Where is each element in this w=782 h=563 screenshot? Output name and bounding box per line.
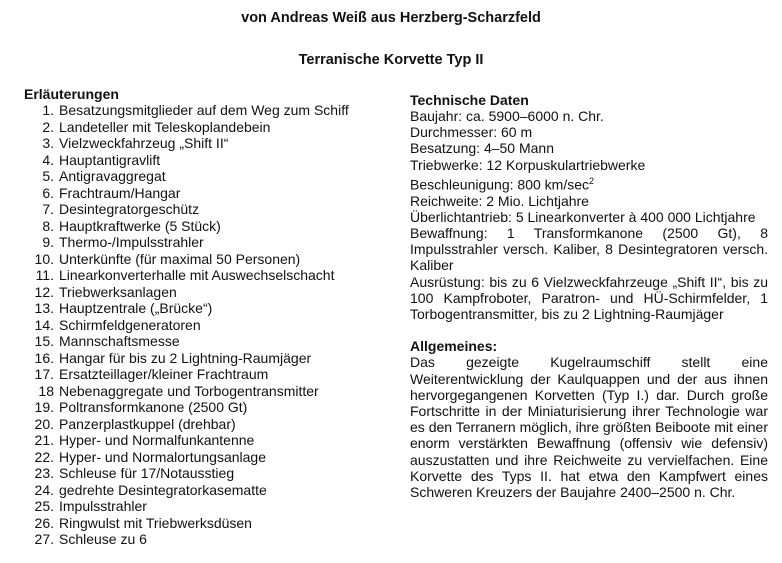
legend-item-number: 19. [34,399,54,415]
legend-item-text: Linearkonverterhalle mit Auswechselschacht [59,267,335,283]
legend-item-text: Impulsstrahler [59,498,147,514]
legend-item-number: 9. [42,234,54,250]
legend-item-text: gedrehte Desintegratorkasematte [59,481,267,498]
legend-item-text: Hangar für bis zu 2 Lightning-Raumjäger [59,349,312,366]
legend-item-number: 15. [34,333,54,349]
legend-item-number: 24. [34,481,54,498]
author-line: von Andreas Weiß aus Herzberg-Scharzfeld [241,10,541,26]
legend-item-number: 20. [34,415,54,432]
legend-item [24,366,394,383]
legend-item [24,152,394,169]
legend-item [24,531,394,548]
legend-item [24,218,394,235]
general-section [410,338,768,500]
tech-ausruestung: Ausrüstung: bis zu 6 Vielzweckfahrzeuge „Shift II“, bis zu 100 Kampfroboter, Paratron- und HÜ-Schirmfelder, 1 Torbogentransmitter, bis zu 2 Lightning-Raumjäger [410,273,768,323]
legend-item [24,465,394,482]
legend-item-number: 7. [42,201,54,217]
legend-item-number: 16. [34,349,54,366]
legend-item [24,135,394,152]
legend-item [24,201,394,218]
tech-bewaffnung: Bewaffnung: 1 Transformkanone (2500 Gt), 8 Impulsstrahler versch. Kaliber, 8 Desintegratoren versch. Kaliber [410,225,768,274]
legend-section [24,86,394,548]
tech-data-section [410,92,768,322]
legend-item-text: Panzerplastkuppel (drehbar) [59,415,236,432]
legend-item [24,102,394,119]
legend-item-number: 11. [35,267,54,283]
legend-item [24,300,394,317]
legend-item [24,498,394,515]
legend-item-text: Triebwerksanlagen [59,283,177,300]
legend-item-text: Hyper- und Normalortungsanlage [59,448,266,465]
legend-item-text: Hyper- und Normalfunkantenne [59,432,255,448]
legend-item [24,449,394,466]
legend-item-number: 6. [42,184,54,201]
legend-item-number: 22. [34,448,54,465]
legend-item-text: Mannschaftsmesse [59,333,180,349]
legend-item-number: 27. [34,531,54,547]
legend-item [24,185,394,202]
legend-item [24,333,394,350]
tech-baujahr: Baujahr: ca. 5900–6000 n. Chr. [410,108,604,124]
legend-item-text: Antigravaggregat [59,168,166,184]
legend-item-number: 21. [34,432,54,448]
legend-heading: Erläuterungen [24,86,119,102]
legend-item [24,168,394,185]
general-text: Das gezeigte Kugelraumschiff stellt eine Weiterentwicklung der Kaulquappen und der aus ihnen hervorgegangenen Korvetten (Typ I.) dar. Durch große Fortschritte in der Miniaturisierung ihrer Technologie war es den Terranern möglich, ihre größten Beiboote mit einer enorm verstärkten Bewaffnung (offensiv wie defensiv) auszustatten und ihre Reichweite zu vervielfachen. Eine Korvette des Typs II. hat etwa den Kampfwert eines Schweren Kreuzers der Baujahre 2400–2500 n. Chr. [410,354,768,500]
legend-item-number: 4. [42,151,54,168]
legend-item-text: Ringwulst mit Triebwerksdüsen [59,514,252,531]
tech-ueberlicht: Überlichtantrieb: 5 Linearkonverter à 400 000 Lichtjahre [410,208,756,225]
legend-item [24,383,394,400]
legend-item [24,284,394,301]
legend-item-text: Frachtraum/Hangar [59,184,181,201]
legend-item-number: 12. [34,283,54,300]
legend-item-text: Besatzungsmitglieder auf dem Weg zum Schiff [59,102,349,118]
legend-item-text: Hauptkraftwerke (5 Stück) [59,217,221,234]
legend-item-text: Vielzweckfahrzeug „Shift II“ [59,135,229,151]
tech-besatzung: Besatzung: 4–50 Mann [410,140,554,157]
general-heading: Allgemeines: [410,338,498,355]
legend-item-text: Landeteller mit Teleskoplandebein [59,118,271,135]
legend-item-number: 26. [34,514,54,531]
legend-item-number: 18 [38,382,54,399]
legend-item [24,350,394,367]
legend-item-number: 1. [42,102,54,118]
tech-durchmesser: Durchmesser: 60 m [410,124,533,141]
legend-item-number: 5. [42,168,54,184]
legend-list [24,102,394,548]
document-title: Terranische Korvette Typ II [298,52,484,68]
legend-item-text: Poltransformkanone (2500 Gt) [59,399,248,415]
legend-item-number: 10. [34,250,54,267]
legend-item-number: 25. [34,498,54,514]
legend-item-text: Unterkünfte (für maximal 50 Personen) [59,250,301,267]
tech-beschleunigung-line [410,173,768,193]
legend-item-text: Schirmfeldgeneratoren [59,316,201,333]
legend-item-text: Ersatzteillager/kleiner Frachtraum [59,366,269,382]
tech-beschleunigung-exponent: 2 [589,175,595,186]
legend-item [24,317,394,334]
legend-item-text: Schleuse zu 6 [59,531,147,547]
legend-item-number: 3. [42,135,54,151]
tech-triebwerke: Triebwerke: 12 Korpuskulartriebwerke [410,156,646,173]
legend-item-text: Hauptzentrale („Brücke“) [59,300,213,316]
legend-item-number: 8. [42,217,54,234]
legend-item-number: 13. [34,300,54,316]
legend-item-text: Nebenaggregate und Torbogentransmitter [59,382,319,399]
tech-reichweite: Reichweite: 2 Mio. Lichtjahre [410,192,589,209]
legend-item-text: Desintegratorgeschütz [59,201,200,217]
tech-beschleunigung: Beschleunigung: 800 km/sec [410,176,589,193]
legend-item [24,267,394,284]
legend-item-text: Thermo-/Impulsstrahler [59,234,204,250]
tech-heading: Technische Daten [410,92,529,108]
right-column [410,92,768,500]
legend-item [24,416,394,433]
legend-item [24,119,394,136]
legend-item-number: 14. [34,316,54,333]
legend-item-text: Schleuse für 17/Notausstieg [59,465,235,481]
legend-item [24,399,394,416]
legend-item-number: 17. [34,366,54,382]
legend-item [24,515,394,532]
legend-item-text: Hauptantigravlift [59,151,161,168]
legend-item-number: 2. [42,118,54,135]
legend-item-number: 23. [34,465,54,481]
legend-item [24,482,394,499]
legend-item [24,432,394,449]
legend-item [24,234,394,251]
legend-item [24,251,394,268]
